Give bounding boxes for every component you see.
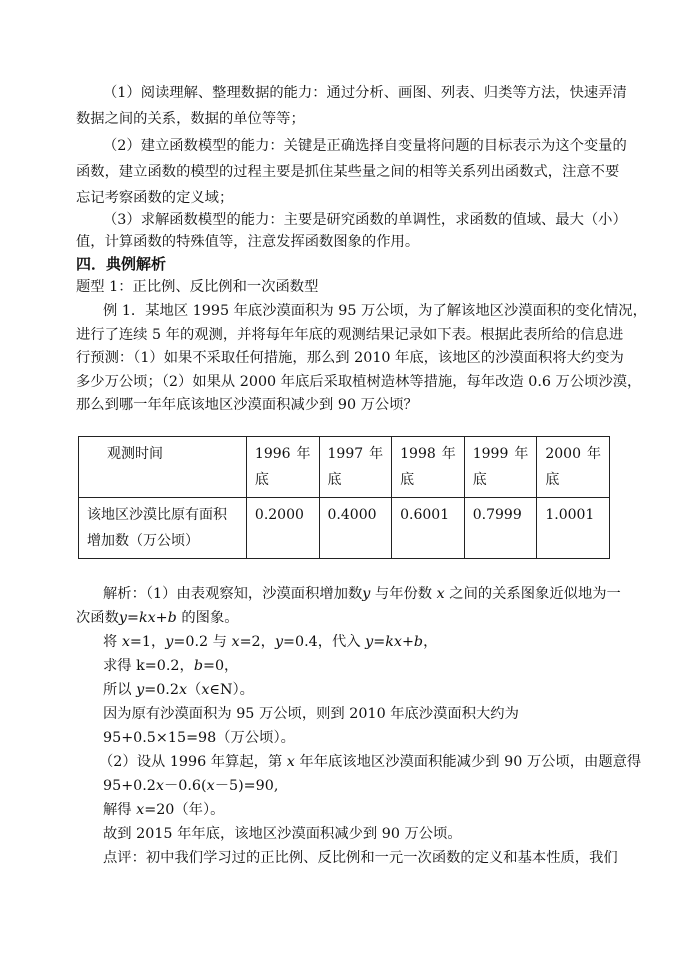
year-suffix: 年 [441, 446, 456, 462]
solution-line-7: 95+0.5×15=98（万公顷）。 [103, 730, 295, 746]
table-header-year [464, 437, 537, 498]
text: 所以 [103, 682, 137, 698]
variable: y [274, 634, 284, 650]
year-suffix-end: 底 [472, 472, 487, 488]
variable: x [231, 634, 240, 650]
year-number: 1999 [472, 446, 509, 462]
table-cell: 0.6001 [392, 498, 465, 559]
variable: y [165, 634, 174, 650]
solution-line-9 [103, 774, 616, 798]
example-line-3: 行预测：（1）如果不采取任何措施，那么到 2010 年底，该地区的沙漠面积将大约变为 [76, 350, 624, 366]
variable: x [436, 586, 445, 602]
solution-line-6: 因为原有沙漠面积为 95 万公顷，则到 2010 年底沙漠面积大约为 [103, 706, 519, 722]
variable: b [193, 658, 203, 674]
variable: x [206, 778, 215, 794]
variable: x [136, 802, 145, 818]
table-cell: 0.4000 [319, 498, 392, 559]
solution-line-11: 故到 2015 年年底，该地区沙漠面积减少到 90 万公顷。 [103, 826, 462, 842]
solution-line-12: 点评：初中我们学习过的正比例、反比例和一元一次函数的定义和基本性质，我们 [103, 850, 618, 866]
formula: y=kx+b [118, 610, 177, 626]
text: 次函数 [76, 610, 119, 626]
table-row-label [79, 498, 247, 559]
text: 解得 [103, 802, 137, 818]
paragraph-3-line-2: 值，计算函数的特殊值等，注意发挥函数图象的作用。 [76, 234, 420, 250]
year-suffix-end: 底 [254, 472, 269, 488]
table-cell: 0.2000 [246, 498, 319, 559]
year-suffix: 年 [369, 446, 384, 462]
text: （2）设从 1996 年算起，第 [99, 754, 287, 770]
variable: x [121, 634, 130, 650]
example-line-1: 例 1．某地区 1995 年底沙漠面积为 95 万公顷，为了解该地区沙漠面积的变化情况， [103, 303, 647, 319]
text: －5)=90, [214, 778, 279, 794]
year-suffix-end: 底 [327, 472, 342, 488]
text: =0.4，代入 [283, 634, 366, 650]
year-suffix: 年 [296, 446, 311, 462]
variable: x [155, 778, 164, 794]
table-header-label: 观测时间 [79, 437, 247, 498]
text: 之间的关系图象近似地为一 [444, 586, 621, 602]
text: 与年份数 [370, 586, 437, 602]
text: ， [423, 634, 438, 650]
example-line-4: 多少万公顷；（2）如果从 2000 年底后采取植树造林等措施，每年改造 0.6 万公顷沙漠， [76, 374, 642, 390]
text: =20（年）。 [144, 802, 225, 818]
topic-heading: 题型 1：正比例、反比例和一次函数型 [76, 279, 319, 295]
table-header-year [392, 437, 465, 498]
year-number: 1996 [254, 446, 291, 462]
solution-line-10 [103, 798, 616, 822]
text: 年年底该地区沙漠面积能减少到 90 万公顷，由题意得 [294, 754, 642, 770]
text: 解析：（1）由表观察知，沙漠面积增加数 [103, 586, 363, 602]
year-number: 1998 [400, 446, 436, 462]
observation-table [78, 436, 610, 559]
year-suffix-end: 底 [400, 472, 415, 488]
text: 的图象。 [176, 610, 239, 626]
example-line-5: 那么到哪一年年底该地区沙漠面积减少到 90 万公顷？ [76, 397, 418, 413]
variable: y [362, 586, 371, 602]
table-header-year [537, 437, 610, 498]
solution-line-5 [103, 678, 616, 702]
text: 将 [103, 634, 122, 650]
solution-line-1 [103, 582, 621, 606]
paragraph-2-line-2: 函数，建立函数的模型的过程主要是抓住某些量之间的相等关系列出函数式，注意不要 [76, 164, 620, 180]
text: 求得 k=0.2， [103, 658, 194, 674]
year-suffix: 年 [514, 446, 529, 462]
variable: x [286, 754, 295, 770]
text: =0.2 与 [173, 634, 232, 650]
paragraph-2-line-1: （2）建立函数模型的能力：关键是正确选择自变量将问题的目标表示为这个变量的 [103, 138, 627, 154]
solution-line-8 [99, 750, 642, 774]
row-label-line-2: 增加数（万公顷） [87, 533, 199, 549]
paragraph-2-line-3: 忘记考察函数的定义域； [76, 190, 234, 206]
table-header-row [79, 437, 610, 498]
solution-line-2 [76, 606, 616, 630]
year-number: 2000 [545, 446, 581, 462]
variable: x [178, 682, 188, 698]
variable: y [136, 682, 145, 698]
table-row [79, 498, 610, 559]
example-line-2: 进行了连续 5 年的观测，并将每年年底的观测结果记录如下表。根据此表所给的信息进 [76, 327, 624, 343]
formula: y=kx+b [365, 634, 424, 650]
text: ∈N）。 [209, 682, 254, 698]
text: =1， [129, 634, 166, 650]
solution-line-4 [103, 654, 616, 678]
section-title: 四．典例解析 [76, 255, 167, 273]
text: =0.2 [144, 682, 179, 698]
year-number: 1997 [327, 446, 364, 462]
text: =2， [239, 634, 275, 650]
table-cell: 0.7999 [464, 498, 537, 559]
text: －0.6( [164, 778, 207, 794]
paragraph-1-line-1: （1）阅读理解、整理数据的能力：通过分析、画图、列表、归类等方法，快速弄清 [103, 85, 627, 101]
text: =0， [202, 658, 239, 674]
year-suffix-end: 底 [545, 472, 560, 488]
row-label-line-1: 该地区沙漠比原有面积 [87, 507, 227, 523]
paragraph-3-line-1: （3）求解函数模型的能力：主要是研究函数的单调性，求函数的值域、最大（小） [103, 212, 627, 228]
text: （ [187, 682, 202, 698]
table-cell: 1.0001 [537, 498, 610, 559]
paragraph-1-line-2: 数据之间的关系，数据的单位等等； [76, 111, 305, 127]
year-suffix: 年 [587, 446, 601, 462]
table-header-year [319, 437, 392, 498]
variable: x [201, 682, 210, 698]
table-header-year [246, 437, 319, 498]
text: 95+0.2 [103, 778, 156, 794]
solution-line-3 [103, 630, 616, 654]
